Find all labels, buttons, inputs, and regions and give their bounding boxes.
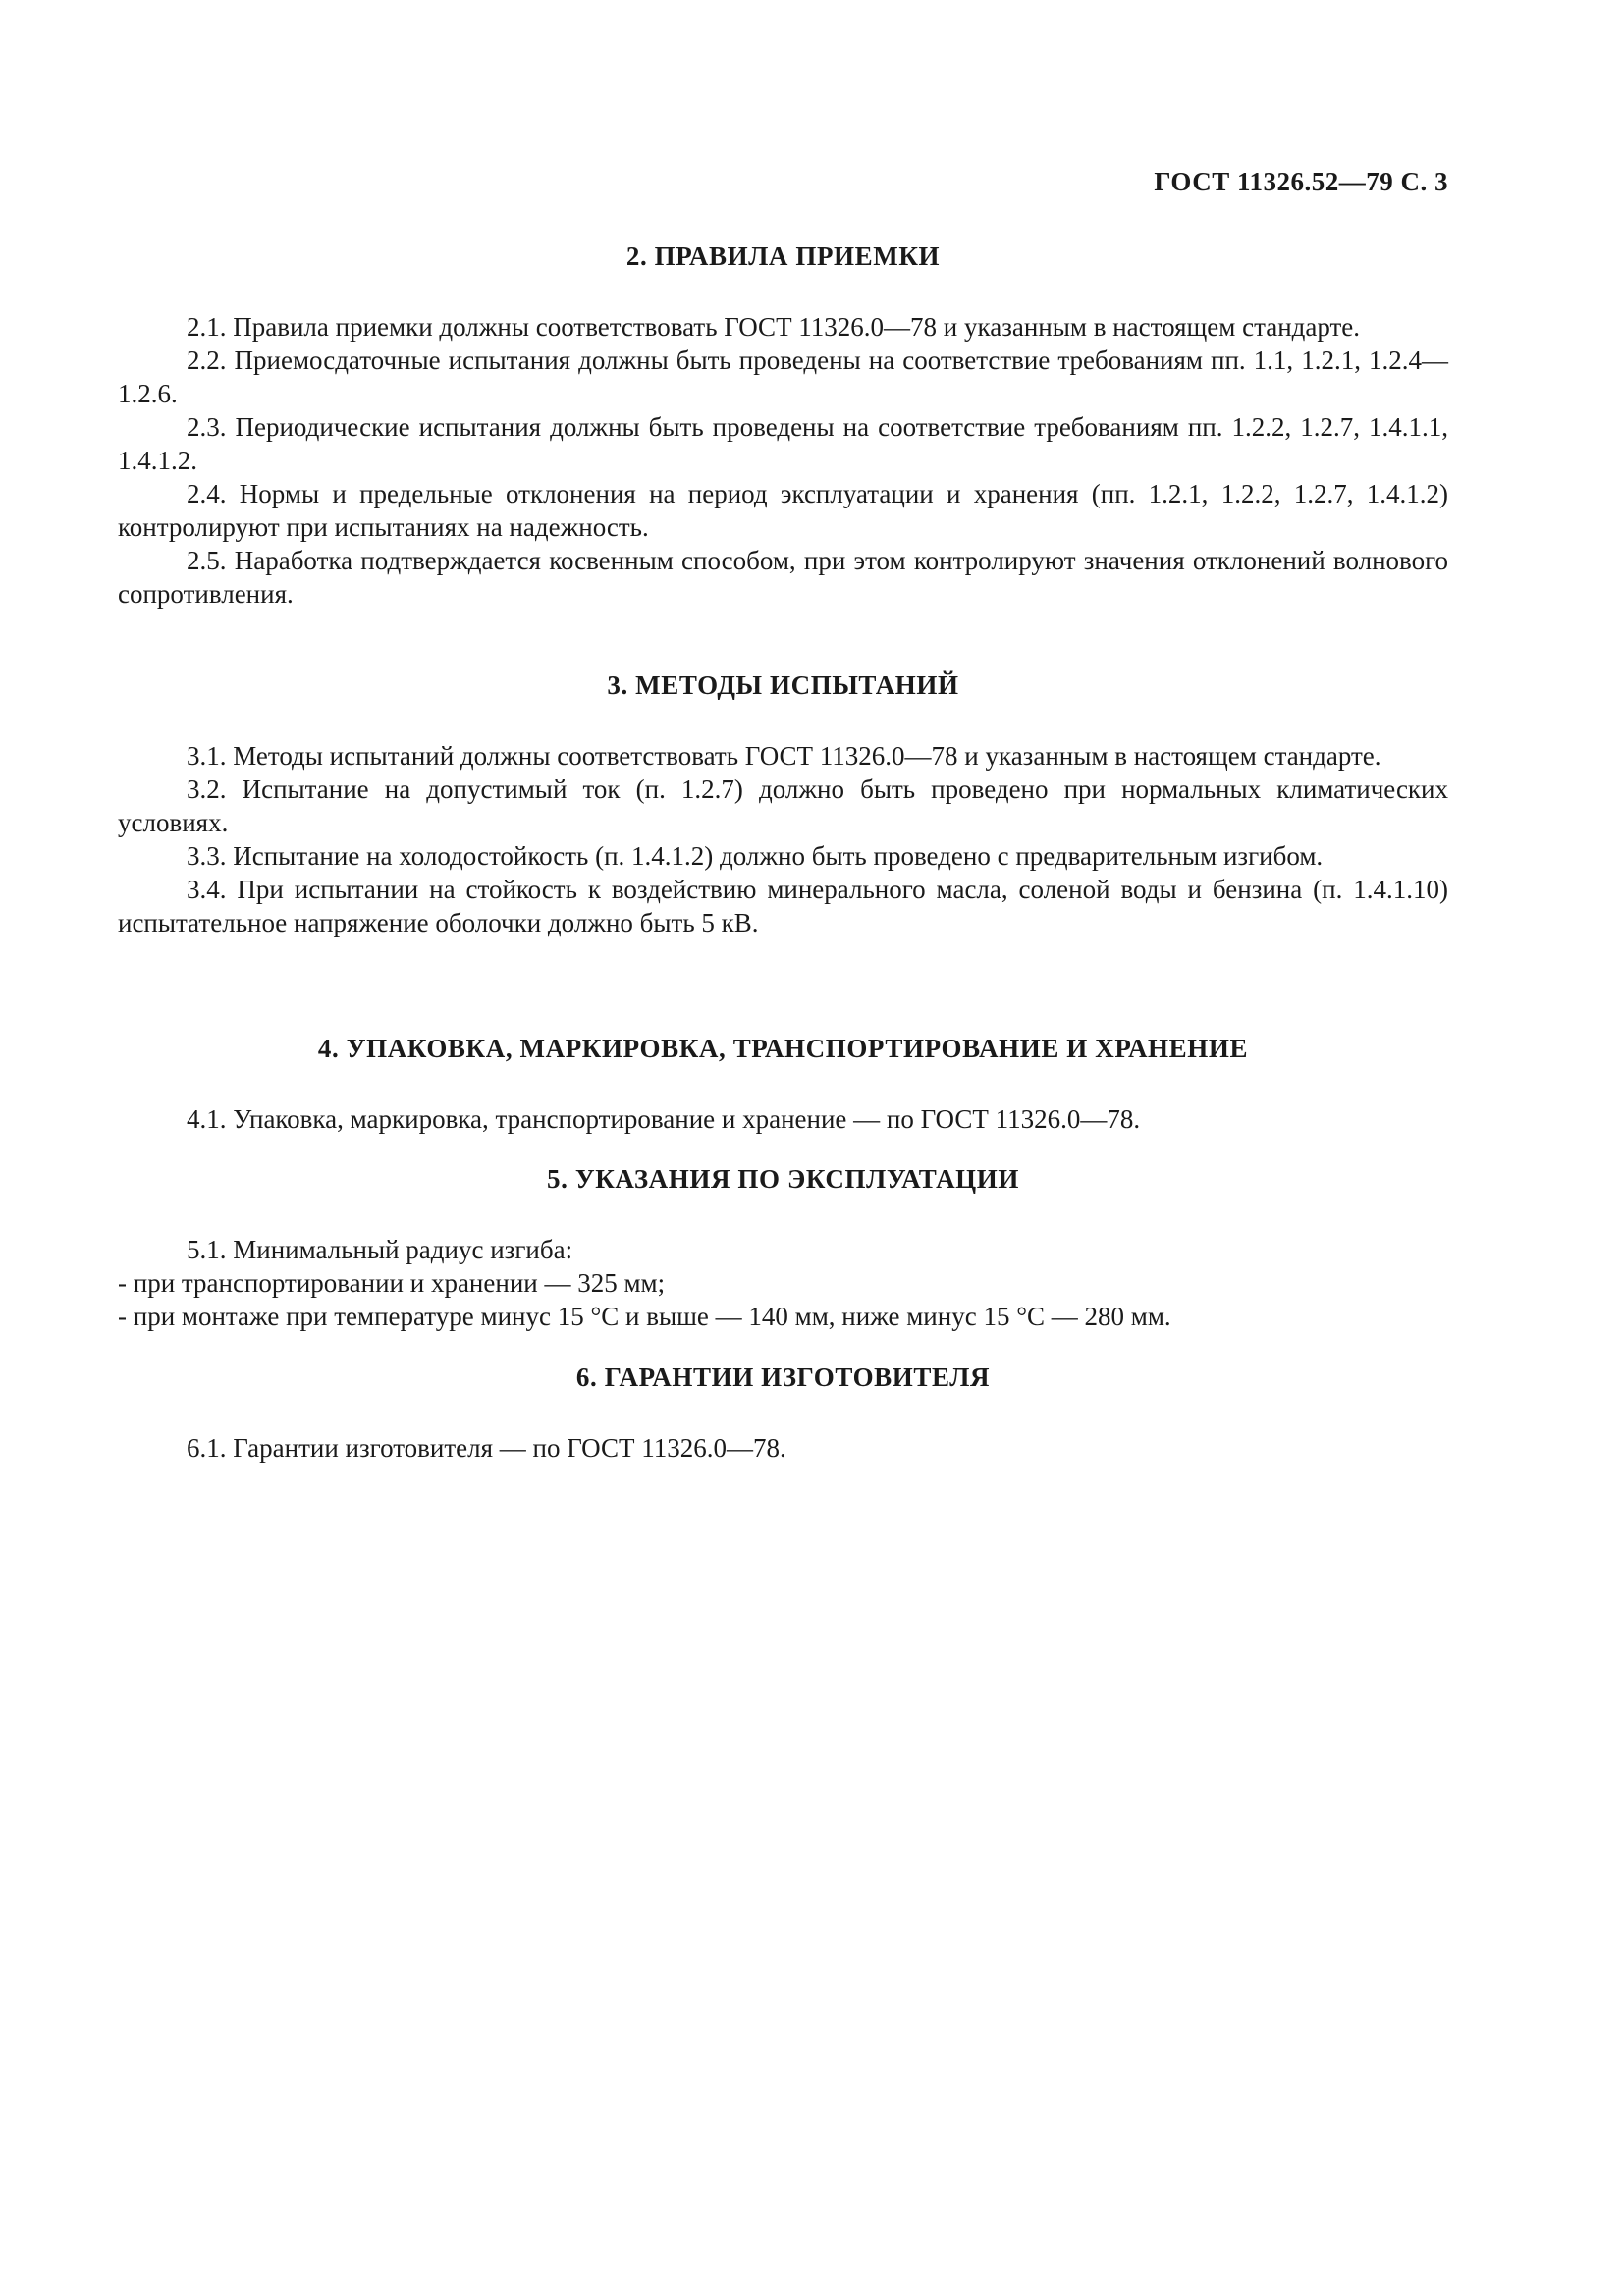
paragraph: 2.1. Правила приемки должны соответствовать ГОСТ 11326.0—78 и указанным в настоящем стандарте. (187, 312, 1361, 342)
paragraph: 2.5. Наработка подтверждается косвенным способом, при этом контролируют значения отклонений волнового сопротивления. (118, 546, 1448, 609)
list-item: - при монтаже при температуре минус 15 °С и выше — 140 мм, ниже минус 15 °С — 280 мм. (118, 1302, 1171, 1331)
section-title: 3. МЕТОДЫ ИСПЫТАНИЙ (607, 670, 959, 700)
running-header: ГОСТ 11326.52—79 С. 3 (1154, 167, 1448, 196)
section-packaging-marking (118, 1032, 1448, 1136)
paragraph: 2.4. Нормы и предельные отклонения на период эксплуатации и хранения (пп. 1.2.1, 1.2.2, 1.2.7, 1.4.1.2) контролируют при испытаниях на надежность. (118, 479, 1448, 542)
paragraph: 3.4. При испытании на стойкость к воздействию минерального масла, соленой воды и бензина (п. 1.4.1.10) испытательное напряжение оболочки должно быть 5 кВ. (118, 875, 1448, 937)
section-test-methods (118, 668, 1448, 939)
paragraph: 5.1. Минимальный радиус изгиба: (187, 1235, 573, 1264)
section-title: 4. УПАКОВКА, МАРКИРОВКА, ТРАНСПОРТИРОВАНИЕ И ХРАНЕНИЕ (317, 1034, 1249, 1063)
paragraph: 6.1. Гарантии изготовителя — по ГОСТ 11326.0—78. (187, 1433, 786, 1463)
paragraph: 3.1. Методы испытаний должны соответствовать ГОСТ 11326.0—78 и указанным в настоящем стандарте. (187, 741, 1381, 771)
section-title: 2. ПРАВИЛА ПРИЕМКИ (625, 241, 941, 271)
list-item: - при транспортировании и хранении — 325 мм; (118, 1268, 666, 1298)
paragraph: 4.1. Упаковка, маркировка, транспортирование и хранение — по ГОСТ 11326.0—78. (187, 1104, 1141, 1134)
paragraph: 3.2. Испытание на допустимый ток (п. 1.2.7) должно быть проведено при нормальных климатических условиях. (118, 774, 1448, 837)
paragraph: 2.3. Периодические испытания должны быть проведены на соответствие требованиям пп. 1.2.2, 1.2.7, 1.4.1.1, 1.4.1.2. (118, 412, 1448, 475)
paragraph: 3.3. Испытание на холодостойкость (п. 1.4.1.2) должно быть проведено с предварительным изгибом. (187, 841, 1324, 871)
paragraph: 2.2. Приемосдаточные испытания должны быть проведены на соответствие требованиям пп. 1.1, 1.2.1, 1.2.4—1.2.6. (118, 346, 1448, 408)
section-acceptance-rules (118, 240, 1448, 611)
section-operating-instructions (118, 1162, 1448, 1333)
section-title: 5. УКАЗАНИЯ ПО ЭКСПЛУАТАЦИИ (547, 1164, 1019, 1194)
section-manufacturer-warranty (118, 1361, 1448, 1465)
section-title: 6. ГАРАНТИИ ИЗГОТОВИТЕЛЯ (575, 1362, 991, 1392)
